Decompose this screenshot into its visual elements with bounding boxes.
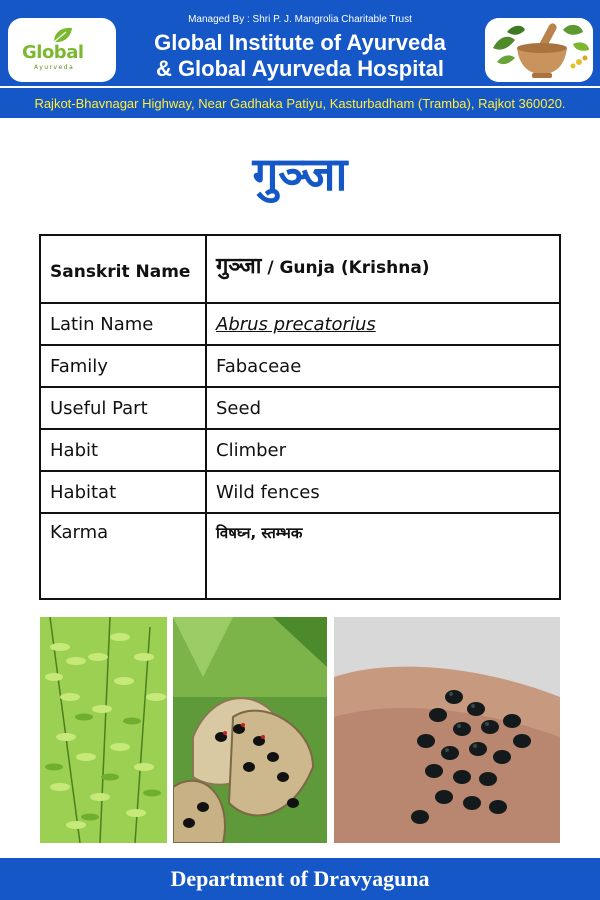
address-bar — [0, 86, 600, 118]
institute-name-line2: & Global Ayurveda Hospital — [155, 56, 445, 81]
table-row-family — [40, 345, 560, 387]
useful-part-label: Useful Part — [40, 387, 206, 429]
table-row-karma — [40, 513, 560, 599]
header-banner — [0, 0, 600, 86]
logo-text: Global — [22, 42, 84, 63]
herb-info-table — [39, 234, 561, 600]
footer-banner — [0, 858, 600, 900]
address-text: Rajkot-Bhavnagar Highway, Near Gadhaka Patiyu, Kasturbadham (Tramba), Rajkot 360020. — [34, 96, 566, 111]
habit-label: Habit — [40, 429, 206, 471]
habitat-value: Wild fences — [206, 471, 560, 513]
table-row-sanskrit — [40, 235, 560, 303]
logo-subtext: Ayurveda — [34, 64, 75, 71]
table-row-habitat — [40, 471, 560, 513]
family-value: Fabaceae — [206, 345, 560, 387]
herb-mortar-image — [485, 18, 593, 82]
department-name: Department of Dravyaguna — [170, 866, 430, 891]
habitat-label: Habitat — [40, 471, 206, 513]
family-label: Family — [40, 345, 206, 387]
table-row-habit — [40, 429, 560, 471]
latin-name-text: Abrus precatorius — [216, 313, 376, 335]
table-row-useful-part — [40, 387, 560, 429]
page-title: गुञ्जा — [252, 147, 348, 201]
karma-text: विषघ्न, स्तम्भक — [216, 524, 303, 542]
managed-by-text: Managed By : Shri P. J. Mangrolia Charitable Trust — [188, 14, 412, 25]
latin-name-value — [206, 303, 560, 345]
karma-value — [206, 513, 560, 599]
sanskrit-name-devanagari: गुञ्जा — [216, 254, 262, 279]
photo-seed-pods — [173, 617, 327, 843]
karma-label: Karma — [40, 513, 206, 599]
latin-name-label: Latin Name — [40, 303, 206, 345]
photo-seeds-in-hand — [334, 617, 560, 843]
photo-leaves — [40, 617, 167, 843]
sanskrit-name-value — [206, 235, 560, 303]
sanskrit-name-roman: / Gunja (Krishna) — [261, 258, 430, 278]
institute-name-line1: Global Institute of Ayurveda — [154, 30, 446, 55]
table-row-latin — [40, 303, 560, 345]
habit-value: Climber — [206, 429, 560, 471]
useful-part-value: Seed — [206, 387, 560, 429]
sanskrit-name-label: Sanskrit Name — [40, 235, 206, 303]
